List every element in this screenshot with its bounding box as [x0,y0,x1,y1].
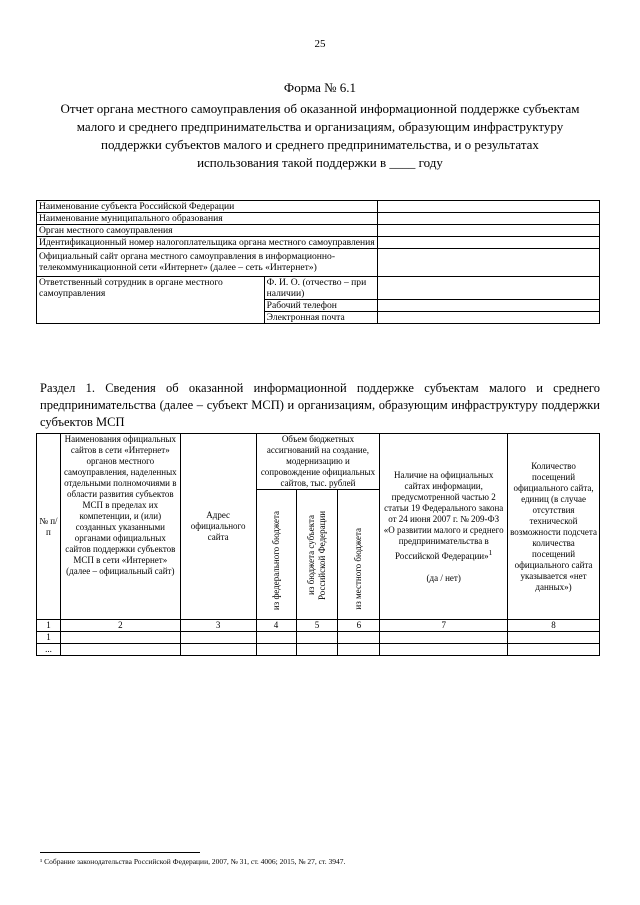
header-site-name: Наименования официальных сайтов в сети «Интернет» органов местного самоуправления, наделенных отдельными полномочиями в области развития субъектов МСП в пределах их компетенции, и (или) созданных указанными органами официальных сайтов поддержки субъектов МСП в сети «Интернет» (далее – официальный сайт) [60,434,180,620]
header-budget-local [338,490,380,620]
availability-values: (да / нет) [426,572,461,583]
column-number-row [37,620,600,632]
column-number: 1 [37,620,61,632]
information-support-table [36,433,600,656]
responsible-label: Ответственный сотрудник в органе местного самоуправления [37,277,265,324]
column-number: 4 [256,620,296,632]
info-row [37,237,600,249]
info-value-cell[interactable] [378,249,600,277]
info-value-cell[interactable] [378,237,600,249]
header-budget-federal [256,490,296,620]
table-cell[interactable] [180,632,256,644]
section-title: Раздел 1. Сведения об оказанной информационной поддержке субъектам малого и среднего предпринимательства (далее – субъект МСП) и организациям, образующим инфраструктуру поддержки субъектов МСП [40,381,600,429]
footnote-mark: 1 [488,547,493,557]
budget-local-label: из местного бюджета [353,528,364,610]
info-value-cell[interactable] [378,213,600,225]
report-title: Отчет органа местного самоуправления об оказанной информационной поддержке субъектам малого и среднего предпринимательства и организациям, образующим инфраструктуру поддержки субъектов малого и среднего предпринимательства, и о результатах использования такой поддержки в ____ году [60,101,580,170]
info-row [37,249,600,277]
table-row [37,644,600,656]
column-number: 6 [338,620,380,632]
table-row [37,632,600,644]
info-value-cell[interactable] [378,277,600,300]
table-cell[interactable] [60,644,180,656]
column-number: 2 [60,620,180,632]
table-cell[interactable] [256,644,296,656]
header-address: Адрес официального сайта [180,434,256,620]
header-num: № п/п [37,434,61,620]
header-visits: Количество посещений официального сайта, единиц (в случае отсутствия технической возможности подсчета количества посещений официального сайта указывается «нет данных») [508,434,600,620]
column-number: 3 [180,620,256,632]
column-number: 5 [296,620,338,632]
header-availability [380,434,508,620]
table-cell[interactable] [380,632,508,644]
header-budget-subject [296,490,338,620]
info-value-cell[interactable] [378,201,600,213]
responsible-field-label: Ф. И. О. (отчество – при наличии) [264,277,378,300]
table-cell[interactable] [180,644,256,656]
info-value-cell[interactable] [378,300,600,312]
info-value-cell[interactable] [378,225,600,237]
table-cell[interactable] [296,644,338,656]
table-cell: ... [37,644,61,656]
budget-federal-label: из федерального бюджета [270,510,281,610]
info-label: Орган местного самоуправления [37,225,378,237]
responsible-field-label: Электронная почта [264,312,378,324]
info-value-cell[interactable] [378,312,600,324]
header-row [37,434,600,490]
table-cell[interactable] [338,632,380,644]
form-title: Форма № 6.1 [283,80,357,95]
column-number: 7 [380,620,508,632]
page-number: 25 [314,38,326,50]
info-row [37,225,600,237]
column-number: 8 [508,620,600,632]
info-label: Идентификационный номер налогоплательщика органа местного самоуправления [37,237,378,249]
info-row [37,213,600,225]
info-label: Наименование муниципального образования [37,213,378,225]
table-cell: 1 [37,632,61,644]
info-label: Официальный сайт органа местного самоуправления в информационно-телекоммуникационной сети «Интернет» (далее – сеть «Интернет») [37,249,378,277]
table-cell[interactable] [380,644,508,656]
info-row [37,277,600,300]
budget-subject-label: из бюджета субъекта Российской Федерации [305,510,327,600]
responsible-field-label: Рабочий телефон [264,300,378,312]
footnote-divider [40,852,200,853]
table-cell[interactable] [508,632,600,644]
table-cell[interactable] [256,632,296,644]
info-row [37,201,600,213]
header-budget-group: Объем бюджетных ассигнований на создание, модернизацию и сопровождение официальных сайтов, тыс. рублей [256,434,380,490]
info-label: Наименование субъекта Российской Федерации [37,201,378,213]
table-cell[interactable] [508,644,600,656]
table-cell[interactable] [296,632,338,644]
table-cell[interactable] [60,632,180,644]
organization-info-table [36,200,600,324]
availability-text: Наличие на официальных сайтах информации, предусмотренной частью 2 статьи 19 Федерального закона от 24 июня 2007 г. № 209-ФЗ «О развитии малого и среднего предпринимательства в Российской Федерации» [383,469,504,561]
table-cell[interactable] [338,644,380,656]
footnote: ¹ Собрание законодательства Российской Федерации, 2007, № 31, ст. 4006; 2015, № 27, ст. 3947. [40,857,346,866]
